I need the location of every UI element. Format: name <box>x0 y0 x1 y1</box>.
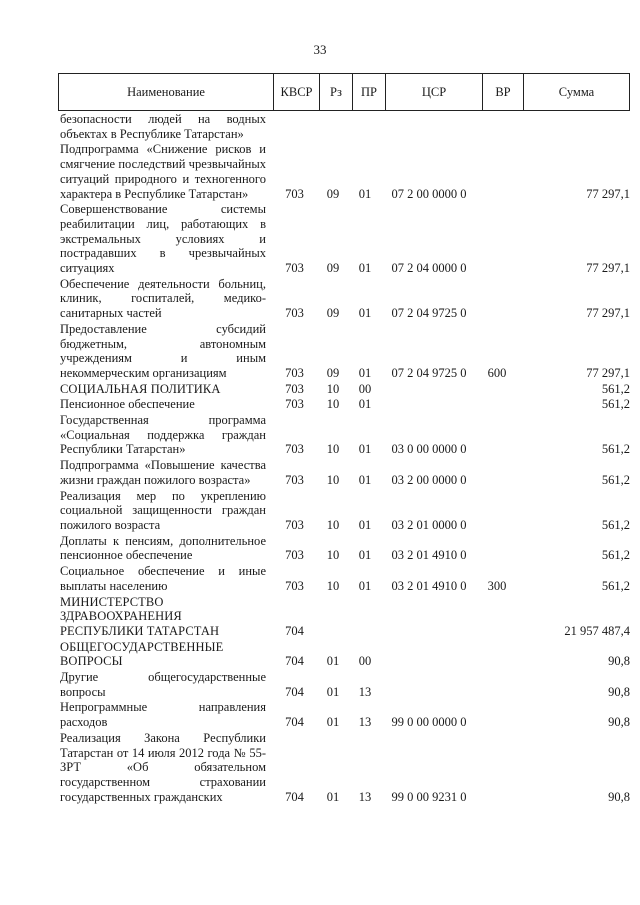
header-vr: ВР <box>482 74 523 110</box>
row-csr: 99 0 00 9231 0 <box>391 789 467 804</box>
row-kvsr: 703 <box>285 365 304 380</box>
row-pr: 01 <box>358 548 372 563</box>
row-name: Предоставление субсидий бюджетным, автономным учреждениям и иным некоммерческим организациям <box>60 321 266 380</box>
table-row <box>58 322 630 381</box>
table-row <box>58 731 630 805</box>
header-kvsr: КВСР <box>273 74 319 110</box>
row-name: СОЦИАЛЬНАЯ ПОЛИТИКА <box>60 381 221 396</box>
row-kvsr: 703 <box>285 397 304 412</box>
row-kvsr: 704 <box>285 715 304 730</box>
row-kvsr: 704 <box>285 684 304 699</box>
header-pr: ПР <box>352 74 385 110</box>
header-rz: Рз <box>319 74 352 110</box>
row-sum: 561,2 <box>601 381 630 396</box>
table-row <box>58 397 630 412</box>
row-sum: 90,8 <box>608 715 630 730</box>
table-row <box>58 640 630 669</box>
header-name: Наименование <box>127 84 205 99</box>
row-csr: 07 2 00 0000 0 <box>391 186 467 201</box>
row-pr: 13 <box>358 684 372 699</box>
row-rz: 01 <box>326 789 340 804</box>
row-kvsr: 703 <box>285 578 304 593</box>
row-name: Реализация мер по укреплению социальной защищенности граждан пожилого возраста <box>60 488 266 532</box>
row-rz: 01 <box>326 684 340 699</box>
row-csr: 03 0 00 0000 0 <box>391 442 467 457</box>
row-vr: 300 <box>487 578 507 593</box>
row-name: Непрограммные направления расходов <box>60 700 266 730</box>
row-name: Совершенствование системы реабилитации лиц, работающих в экстремальных условиях и пострадавших в чрезвычайных ситуациях <box>60 202 266 276</box>
table-row <box>58 458 630 487</box>
row-pr: 01 <box>358 442 372 457</box>
row-pr: 01 <box>358 306 372 321</box>
row-name: безопасности людей на водных объектах в Республике Татарстан» <box>60 112 266 141</box>
table-row <box>58 489 630 533</box>
row-csr: 03 2 01 4910 0 <box>391 548 467 563</box>
row-rz: 10 <box>326 548 340 563</box>
row-rz: 01 <box>326 654 340 669</box>
row-rz: 09 <box>326 261 340 276</box>
row-sum: 90,8 <box>608 654 630 669</box>
page-number: 33 <box>313 42 327 57</box>
row-sum: 561,2 <box>601 397 630 412</box>
table-row <box>58 112 630 141</box>
row-rz: 09 <box>326 365 340 380</box>
row-kvsr: 704 <box>285 654 304 669</box>
row-sum: 561,2 <box>601 548 630 563</box>
row-name: ОБЩЕГОСУДАРСТВЕННЫЕ ВОПРОСЫ <box>60 639 224 669</box>
row-vr: 600 <box>487 365 507 380</box>
row-name: Реализация Закона Республики Татарстан от 14 июля 2012 года № 55-ЗРТ «Об обязательном государственном страховании государственных гражданских <box>60 730 266 804</box>
row-sum: 77 297,1 <box>586 186 630 201</box>
row-kvsr: 703 <box>285 548 304 563</box>
row-sum: 21 957 487,4 <box>564 623 630 638</box>
row-rz: 10 <box>326 578 340 593</box>
row-csr: 07 2 04 9725 0 <box>391 365 467 380</box>
header-csr: ЦСР <box>385 74 482 110</box>
row-pr: 01 <box>358 517 372 532</box>
table-row <box>58 382 630 397</box>
row-sum: 77 297,1 <box>586 261 630 276</box>
row-csr: 03 2 01 0000 0 <box>391 517 467 532</box>
header-sum: Сумма <box>523 74 629 110</box>
row-rz: 09 <box>326 306 340 321</box>
row-name: Доплаты к пенсиям, дополнительное пенсионное обеспечение <box>60 533 266 563</box>
row-kvsr: 703 <box>285 186 304 201</box>
row-pr: 00 <box>358 654 372 669</box>
row-kvsr: 704 <box>285 623 304 638</box>
table-body <box>58 112 630 804</box>
row-name: Подпрограмма «Повышение качества жизни граждан пожилого возраста» <box>60 458 266 487</box>
row-csr: 07 2 04 0000 0 <box>391 261 467 276</box>
row-name: Подпрограмма «Снижение рисков и смягчение последствий чрезвычайных ситуаций природного и техногенного характера в Республике Татарстан» <box>60 142 266 201</box>
row-kvsr: 703 <box>285 381 304 396</box>
row-name: Другие общегосударственные вопросы <box>60 670 266 699</box>
row-pr: 01 <box>358 397 372 412</box>
row-pr: 01 <box>358 261 372 276</box>
row-pr: 13 <box>358 789 372 804</box>
table-row <box>58 277 630 321</box>
row-name: Социальное обеспечение и иные выплаты населению <box>60 564 266 593</box>
row-name: Обеспечение деятельности больниц, клиник, госпиталей, медико-санитарных частей <box>60 276 266 321</box>
row-rz: 10 <box>326 517 340 532</box>
row-sum: 561,2 <box>601 578 630 593</box>
row-pr: 00 <box>358 381 372 396</box>
table-row <box>58 670 630 699</box>
row-kvsr: 704 <box>285 789 304 804</box>
table-row <box>58 202 630 276</box>
row-kvsr: 703 <box>285 442 304 457</box>
row-csr: 03 2 00 0000 0 <box>391 472 467 487</box>
row-csr: 07 2 04 9725 0 <box>391 306 467 321</box>
row-sum: 561,2 <box>601 472 630 487</box>
row-pr: 13 <box>358 715 372 730</box>
row-name: Пенсионное обеспечение <box>60 397 195 412</box>
row-rz: 10 <box>326 442 340 457</box>
row-pr: 01 <box>358 186 372 201</box>
row-pr: 01 <box>358 578 372 593</box>
row-rz: 10 <box>326 397 340 412</box>
row-pr: 01 <box>358 365 372 380</box>
row-rz: 10 <box>326 381 340 396</box>
row-name: МИНИСТЕРСТВО ЗДРАВООХРАНЕНИЯ РЕСПУБЛИКИ ТАТАРСТАН <box>60 594 220 638</box>
table-row <box>58 700 630 729</box>
row-csr: 03 2 01 4910 0 <box>391 578 467 593</box>
table-row <box>58 413 630 457</box>
table-row <box>58 595 630 639</box>
row-name: Государственная программа «Социальная поддержка граждан Республики Татарстан» <box>60 413 266 457</box>
row-sum: 77 297,1 <box>586 365 630 380</box>
row-sum: 561,2 <box>601 517 630 532</box>
table-row <box>58 564 630 593</box>
table-row <box>58 534 630 563</box>
budget-table <box>58 73 630 804</box>
row-sum: 77 297,1 <box>586 306 630 321</box>
row-csr: 99 0 00 0000 0 <box>391 715 467 730</box>
row-kvsr: 703 <box>285 472 304 487</box>
row-sum: 90,8 <box>608 684 630 699</box>
table-header <box>58 73 630 111</box>
row-sum: 561,2 <box>601 442 630 457</box>
row-kvsr: 703 <box>285 306 304 321</box>
table-row <box>58 142 630 201</box>
row-kvsr: 703 <box>285 261 304 276</box>
row-rz: 09 <box>326 186 340 201</box>
row-rz: 10 <box>326 472 340 487</box>
row-kvsr: 703 <box>285 517 304 532</box>
row-sum: 90,8 <box>608 789 630 804</box>
row-pr: 01 <box>358 472 372 487</box>
row-rz: 01 <box>326 715 340 730</box>
